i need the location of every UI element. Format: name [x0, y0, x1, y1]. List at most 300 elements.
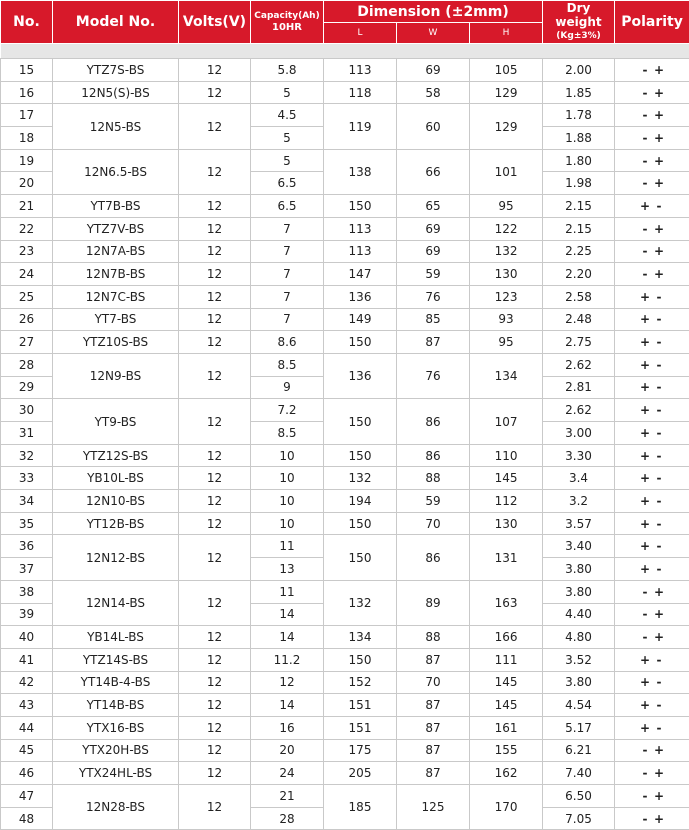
cell-polarity — [615, 512, 689, 535]
cell-length: 205 — [324, 762, 397, 785]
cell-width: 76 — [397, 285, 470, 308]
cell-weight: 1.80 — [543, 149, 615, 172]
table-row — [1, 217, 689, 240]
cell-width: 66 — [397, 149, 470, 194]
table-row — [1, 81, 689, 104]
cell-length: 150 — [324, 648, 397, 671]
table-body — [1, 59, 689, 830]
cell-volts: 12 — [179, 716, 251, 739]
cell-no: 24 — [1, 263, 53, 286]
cell-polarity — [615, 422, 689, 445]
cell-length: 149 — [324, 308, 397, 331]
cell-no: 22 — [1, 217, 53, 240]
cell-polarity — [615, 127, 689, 150]
cell-no: 21 — [1, 195, 53, 218]
cell-capacity: 10 — [251, 490, 324, 513]
cell-weight: 3.57 — [543, 512, 615, 535]
table-row — [1, 626, 689, 649]
polarity-right: - — [652, 471, 666, 485]
cell-weight: 2.15 — [543, 217, 615, 240]
cell-weight: 3.4 — [543, 467, 615, 490]
polarity-left: - — [638, 86, 652, 100]
polarity-left: + — [638, 335, 652, 349]
cell-no: 37 — [1, 558, 53, 581]
header-dim-h: H — [470, 23, 543, 44]
cell-height: 123 — [470, 285, 543, 308]
cell-weight: 3.80 — [543, 558, 615, 581]
cell-volts: 12 — [179, 59, 251, 82]
cell-height: 155 — [470, 739, 543, 762]
cell-volts: 12 — [179, 671, 251, 694]
cell-capacity: 7.2 — [251, 399, 324, 422]
cell-polarity — [615, 172, 689, 195]
polarity-left: - — [638, 63, 652, 77]
polarity-left: - — [638, 789, 652, 803]
cell-weight: 2.48 — [543, 308, 615, 331]
cell-polarity — [615, 104, 689, 127]
cell-length: 138 — [324, 149, 397, 194]
polarity-right: + — [652, 244, 666, 258]
polarity-right: - — [652, 335, 666, 349]
cell-model: YTZ7V-BS — [53, 217, 179, 240]
cell-capacity: 11 — [251, 535, 324, 558]
polarity-left: + — [638, 539, 652, 553]
table-row — [1, 762, 689, 785]
header-weight — [543, 1, 615, 44]
cell-weight: 5.17 — [543, 716, 615, 739]
cell-model: YT7-BS — [53, 308, 179, 331]
table-row — [1, 149, 689, 172]
cell-width: 89 — [397, 580, 470, 625]
cell-length: 150 — [324, 444, 397, 467]
cell-no: 17 — [1, 104, 53, 127]
cell-height: 129 — [470, 104, 543, 149]
cell-capacity: 10 — [251, 444, 324, 467]
cell-volts: 12 — [179, 580, 251, 625]
cell-volts: 12 — [179, 308, 251, 331]
polarity-left: + — [638, 517, 652, 531]
table-row — [1, 308, 689, 331]
cell-capacity: 7 — [251, 217, 324, 240]
polarity-right: - — [652, 653, 666, 667]
header-capacity — [251, 1, 324, 44]
cell-width: 85 — [397, 308, 470, 331]
cell-height: 166 — [470, 626, 543, 649]
table-row — [1, 353, 689, 376]
cell-width: 87 — [397, 694, 470, 717]
cell-volts: 12 — [179, 353, 251, 398]
polarity-left: - — [638, 630, 652, 644]
polarity-right: - — [652, 380, 666, 394]
cell-no: 35 — [1, 512, 53, 535]
polarity-left: + — [638, 675, 652, 689]
cell-no: 34 — [1, 490, 53, 513]
cell-weight: 1.78 — [543, 104, 615, 127]
cell-length: 132 — [324, 580, 397, 625]
cell-volts: 12 — [179, 467, 251, 490]
polarity-left: + — [638, 721, 652, 735]
cell-width: 70 — [397, 512, 470, 535]
cell-polarity — [615, 376, 689, 399]
cell-model: YTX20H-BS — [53, 739, 179, 762]
cell-model: YTZ14S-BS — [53, 648, 179, 671]
header-dim-w: W — [397, 23, 470, 44]
cell-weight: 2.75 — [543, 331, 615, 354]
polarity-left: + — [638, 403, 652, 417]
cell-capacity: 5 — [251, 149, 324, 172]
cell-width: 69 — [397, 240, 470, 263]
cell-width: 87 — [397, 716, 470, 739]
polarity-right: + — [652, 131, 666, 145]
cell-capacity: 5.8 — [251, 59, 324, 82]
cell-model: 12N7A-BS — [53, 240, 179, 263]
cell-width: 70 — [397, 671, 470, 694]
polarity-left: - — [638, 154, 652, 168]
cell-no: 43 — [1, 694, 53, 717]
cell-length: 185 — [324, 785, 397, 830]
cell-width: 86 — [397, 535, 470, 580]
header-capacity-line1: Capacity(Ah) — [251, 10, 323, 22]
cell-weight: 3.80 — [543, 580, 615, 603]
cell-no: 38 — [1, 580, 53, 603]
cell-width: 59 — [397, 263, 470, 286]
table-row — [1, 535, 689, 558]
cell-height: 101 — [470, 149, 543, 194]
cell-weight: 2.15 — [543, 195, 615, 218]
cell-capacity: 10 — [251, 467, 324, 490]
cell-capacity: 24 — [251, 762, 324, 785]
cell-polarity — [615, 739, 689, 762]
cell-model: YTZ7S-BS — [53, 59, 179, 82]
polarity-right: - — [652, 426, 666, 440]
cell-width: 59 — [397, 490, 470, 513]
polarity-left: + — [638, 562, 652, 576]
cell-height: 134 — [470, 353, 543, 398]
cell-width: 65 — [397, 195, 470, 218]
cell-no: 41 — [1, 648, 53, 671]
polarity-left: + — [638, 426, 652, 440]
cell-height: 112 — [470, 490, 543, 513]
polarity-right: - — [652, 539, 666, 553]
cell-model: YTX24HL-BS — [53, 762, 179, 785]
cell-polarity — [615, 217, 689, 240]
cell-polarity — [615, 149, 689, 172]
table-row — [1, 331, 689, 354]
cell-no: 26 — [1, 308, 53, 331]
polarity-right: - — [652, 199, 666, 213]
polarity-right: - — [652, 562, 666, 576]
table-row — [1, 467, 689, 490]
cell-polarity — [615, 81, 689, 104]
cell-height: 163 — [470, 580, 543, 625]
cell-length: 150 — [324, 195, 397, 218]
cell-volts: 12 — [179, 694, 251, 717]
cell-model: 12N12-BS — [53, 535, 179, 580]
cell-height: 145 — [470, 467, 543, 490]
cell-width: 76 — [397, 353, 470, 398]
cell-model: YT14B-4-BS — [53, 671, 179, 694]
cell-no: 25 — [1, 285, 53, 308]
header-no: No. — [1, 1, 53, 44]
cell-weight: 3.2 — [543, 490, 615, 513]
cell-capacity: 9 — [251, 376, 324, 399]
cell-capacity: 21 — [251, 785, 324, 808]
polarity-left: - — [638, 812, 652, 826]
cell-capacity: 7 — [251, 308, 324, 331]
cell-model: 12N9-BS — [53, 353, 179, 398]
cell-capacity: 14 — [251, 626, 324, 649]
cell-width: 87 — [397, 739, 470, 762]
cell-polarity — [615, 716, 689, 739]
cell-no: 33 — [1, 467, 53, 490]
polarity-right: + — [652, 812, 666, 826]
cell-weight: 4.80 — [543, 626, 615, 649]
polarity-left: + — [638, 380, 652, 394]
cell-polarity — [615, 558, 689, 581]
cell-width: 125 — [397, 785, 470, 830]
polarity-left: - — [638, 244, 652, 258]
cell-capacity: 6.5 — [251, 195, 324, 218]
polarity-right: - — [652, 312, 666, 326]
cell-height: 130 — [470, 512, 543, 535]
cell-no: 27 — [1, 331, 53, 354]
cell-no: 45 — [1, 739, 53, 762]
header-model: Model No. — [53, 1, 179, 44]
cell-capacity: 11.2 — [251, 648, 324, 671]
cell-capacity: 7 — [251, 263, 324, 286]
cell-model: 12N7C-BS — [53, 285, 179, 308]
cell-capacity: 12 — [251, 671, 324, 694]
cell-model: 12N10-BS — [53, 490, 179, 513]
header-polarity: Polarity — [615, 1, 689, 44]
cell-polarity — [615, 535, 689, 558]
cell-length: 132 — [324, 467, 397, 490]
cell-polarity — [615, 59, 689, 82]
polarity-left: - — [638, 766, 652, 780]
cell-model: 12N5-BS — [53, 104, 179, 149]
cell-polarity — [615, 648, 689, 671]
cell-model: 12N14-BS — [53, 580, 179, 625]
cell-volts: 12 — [179, 285, 251, 308]
cell-volts: 12 — [179, 399, 251, 444]
cell-weight: 2.20 — [543, 263, 615, 286]
cell-model: YT12B-BS — [53, 512, 179, 535]
cell-capacity: 16 — [251, 716, 324, 739]
header-spacer — [1, 44, 689, 59]
cell-no: 28 — [1, 353, 53, 376]
cell-height: 131 — [470, 535, 543, 580]
polarity-right: - — [652, 675, 666, 689]
cell-length: 194 — [324, 490, 397, 513]
polarity-right: + — [652, 267, 666, 281]
cell-volts: 12 — [179, 512, 251, 535]
cell-no: 40 — [1, 626, 53, 649]
cell-volts: 12 — [179, 762, 251, 785]
cell-capacity: 8.5 — [251, 422, 324, 445]
cell-weight: 2.62 — [543, 353, 615, 376]
header-dimension: Dimension (±2mm) — [324, 1, 543, 23]
table-row — [1, 739, 689, 762]
cell-capacity: 14 — [251, 694, 324, 717]
polarity-left: - — [638, 585, 652, 599]
cell-weight: 4.40 — [543, 603, 615, 626]
polarity-right: + — [652, 743, 666, 757]
header-dim-l: L — [324, 23, 397, 44]
cell-height: 129 — [470, 81, 543, 104]
cell-polarity — [615, 785, 689, 808]
cell-height: 95 — [470, 195, 543, 218]
cell-polarity — [615, 331, 689, 354]
cell-volts: 12 — [179, 648, 251, 671]
cell-no: 32 — [1, 444, 53, 467]
cell-model: 12N6.5-BS — [53, 149, 179, 194]
cell-polarity — [615, 195, 689, 218]
polarity-right: + — [652, 607, 666, 621]
cell-length: 134 — [324, 626, 397, 649]
polarity-right: - — [652, 494, 666, 508]
cell-capacity: 4.5 — [251, 104, 324, 127]
table-row — [1, 59, 689, 82]
polarity-right: + — [652, 222, 666, 236]
cell-model: YT7B-BS — [53, 195, 179, 218]
header-weight-line1: Dry weight — [543, 1, 614, 29]
cell-polarity — [615, 308, 689, 331]
cell-capacity: 5 — [251, 127, 324, 150]
cell-weight: 3.52 — [543, 648, 615, 671]
cell-volts: 12 — [179, 104, 251, 149]
cell-polarity — [615, 694, 689, 717]
polarity-left: + — [638, 471, 652, 485]
cell-capacity: 28 — [251, 807, 324, 830]
cell-weight: 3.40 — [543, 535, 615, 558]
cell-polarity — [615, 762, 689, 785]
cell-height: 107 — [470, 399, 543, 444]
table-row — [1, 399, 689, 422]
polarity-left: - — [638, 131, 652, 145]
polarity-right: + — [652, 766, 666, 780]
polarity-right: + — [652, 154, 666, 168]
cell-length: 113 — [324, 217, 397, 240]
cell-polarity — [615, 285, 689, 308]
polarity-right: + — [652, 108, 666, 122]
cell-weight: 7.05 — [543, 807, 615, 830]
table-row — [1, 263, 689, 286]
cell-weight: 2.58 — [543, 285, 615, 308]
cell-no: 29 — [1, 376, 53, 399]
cell-length: 150 — [324, 331, 397, 354]
cell-capacity: 10 — [251, 512, 324, 535]
cell-weight: 3.80 — [543, 671, 615, 694]
table-row — [1, 490, 689, 513]
polarity-right: + — [652, 63, 666, 77]
cell-no: 20 — [1, 172, 53, 195]
cell-no: 48 — [1, 807, 53, 830]
cell-height: 162 — [470, 762, 543, 785]
polarity-left: - — [638, 267, 652, 281]
cell-no: 30 — [1, 399, 53, 422]
cell-weight: 2.81 — [543, 376, 615, 399]
cell-weight: 6.50 — [543, 785, 615, 808]
table-row — [1, 694, 689, 717]
cell-volts: 12 — [179, 535, 251, 580]
cell-height: 122 — [470, 217, 543, 240]
cell-width: 69 — [397, 59, 470, 82]
cell-volts: 12 — [179, 739, 251, 762]
cell-model: YTZ10S-BS — [53, 331, 179, 354]
cell-no: 15 — [1, 59, 53, 82]
table-row — [1, 716, 689, 739]
header-weight-line2: (Kg±3%) — [543, 29, 614, 43]
polarity-right: - — [652, 721, 666, 735]
polarity-right: + — [652, 789, 666, 803]
cell-weight: 2.62 — [543, 399, 615, 422]
cell-width: 87 — [397, 762, 470, 785]
polarity-right: - — [652, 358, 666, 372]
cell-capacity: 7 — [251, 285, 324, 308]
cell-width: 88 — [397, 467, 470, 490]
cell-height: 170 — [470, 785, 543, 830]
polarity-right: - — [652, 403, 666, 417]
cell-height: 130 — [470, 263, 543, 286]
cell-height: 93 — [470, 308, 543, 331]
cell-height: 145 — [470, 694, 543, 717]
cell-width: 60 — [397, 104, 470, 149]
cell-length: 175 — [324, 739, 397, 762]
cell-volts: 12 — [179, 149, 251, 194]
cell-volts: 12 — [179, 626, 251, 649]
polarity-right: + — [652, 585, 666, 599]
cell-length: 147 — [324, 263, 397, 286]
cell-no: 42 — [1, 671, 53, 694]
cell-height: 111 — [470, 648, 543, 671]
cell-width: 86 — [397, 399, 470, 444]
cell-no: 23 — [1, 240, 53, 263]
cell-length: 113 — [324, 240, 397, 263]
cell-volts: 12 — [179, 444, 251, 467]
cell-no: 31 — [1, 422, 53, 445]
cell-weight: 7.40 — [543, 762, 615, 785]
header-capacity-line2: 10HR — [251, 22, 323, 34]
cell-polarity — [615, 603, 689, 626]
cell-length: 151 — [324, 716, 397, 739]
table-row — [1, 512, 689, 535]
cell-height: 132 — [470, 240, 543, 263]
cell-capacity: 8.6 — [251, 331, 324, 354]
table-row — [1, 444, 689, 467]
cell-length: 150 — [324, 512, 397, 535]
cell-volts: 12 — [179, 195, 251, 218]
table-header — [1, 1, 689, 59]
cell-volts: 12 — [179, 331, 251, 354]
cell-weight: 2.00 — [543, 59, 615, 82]
cell-no: 47 — [1, 785, 53, 808]
polarity-left: - — [638, 607, 652, 621]
cell-volts: 12 — [179, 217, 251, 240]
cell-length: 136 — [324, 285, 397, 308]
cell-height: 95 — [470, 331, 543, 354]
polarity-left: + — [638, 290, 652, 304]
polarity-left: - — [638, 176, 652, 190]
cell-polarity — [615, 353, 689, 376]
cell-height: 105 — [470, 59, 543, 82]
table-row — [1, 195, 689, 218]
cell-length: 150 — [324, 399, 397, 444]
cell-height: 161 — [470, 716, 543, 739]
cell-polarity — [615, 580, 689, 603]
cell-polarity — [615, 626, 689, 649]
cell-weight: 3.30 — [543, 444, 615, 467]
cell-volts: 12 — [179, 785, 251, 830]
